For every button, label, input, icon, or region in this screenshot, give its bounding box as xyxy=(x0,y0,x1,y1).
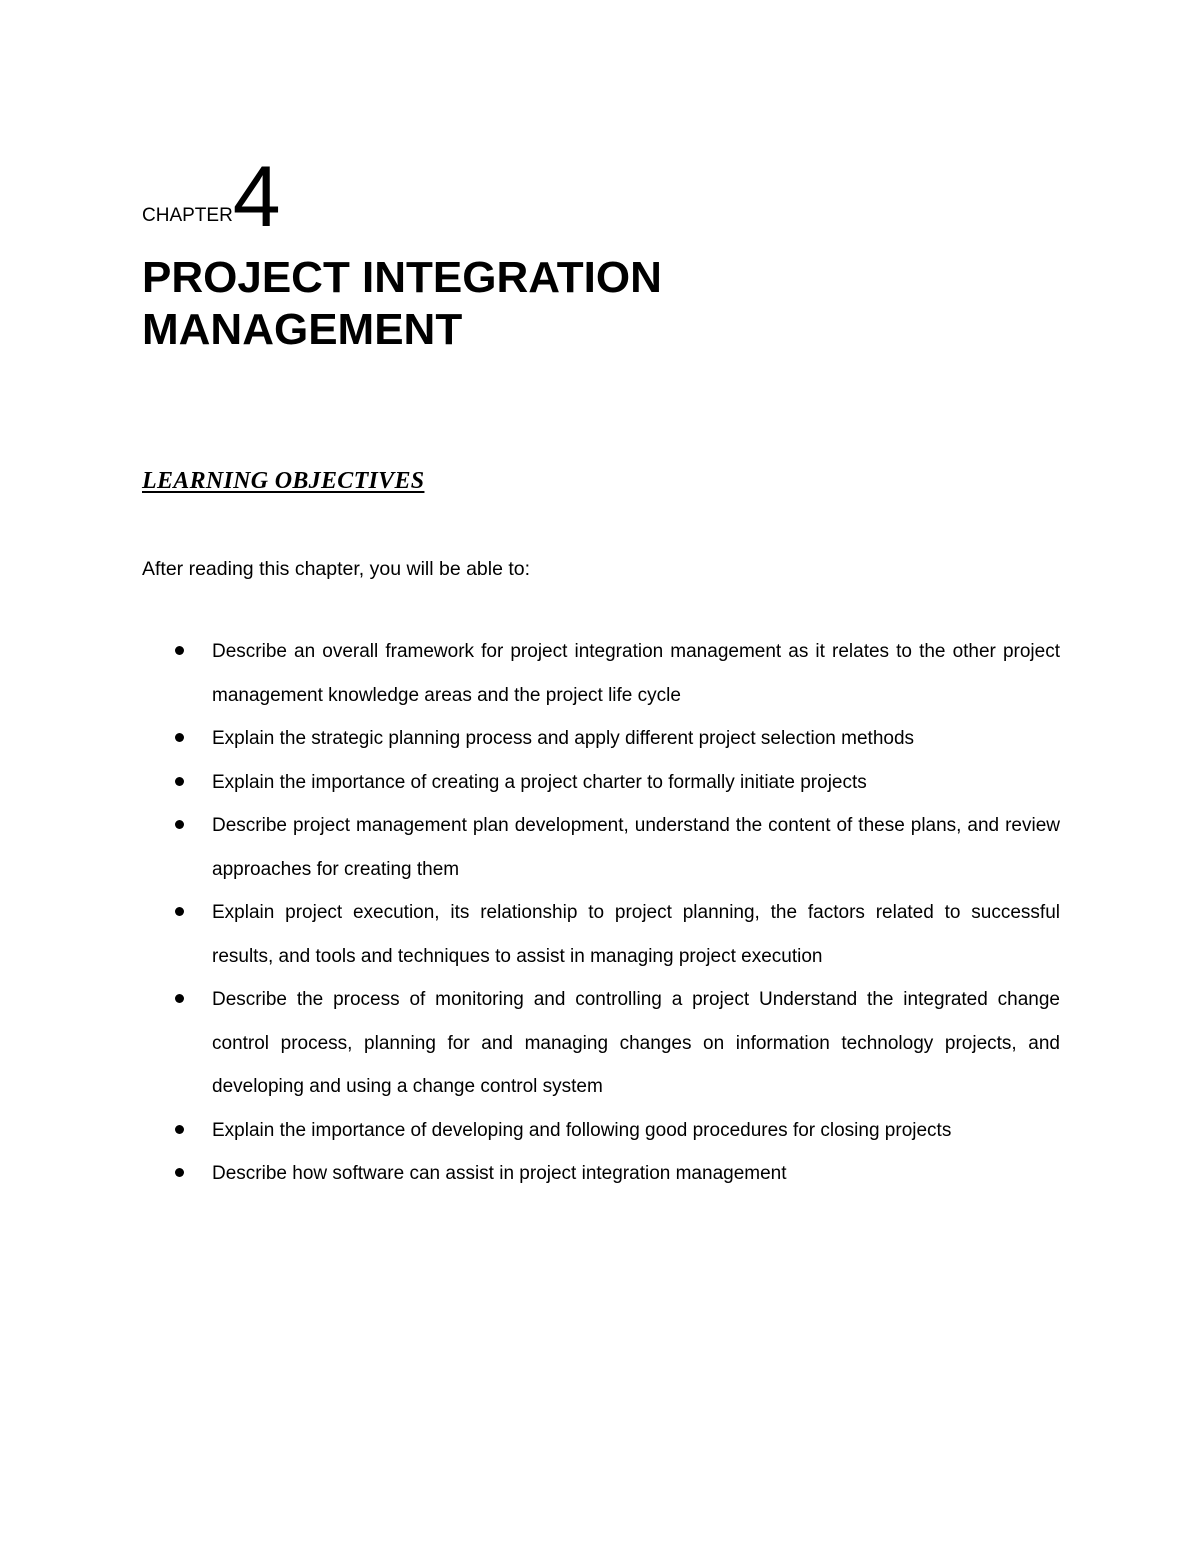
objective-text: Explain project execution, its relationship to project planning, the factors related to successful results, and tools and techniques to assist in managing project execution xyxy=(212,902,1060,967)
chapter-title-line-2: MANAGEMENT xyxy=(142,305,463,354)
objective-item xyxy=(142,978,1060,1109)
objective-item xyxy=(142,804,1060,891)
bullet-icon xyxy=(175,994,184,1003)
objectives-list xyxy=(142,630,1060,1196)
objective-item xyxy=(142,1109,1060,1153)
objective-text: Describe an overall framework for project integration management as it relates to the other project management knowledge areas and the project life cycle xyxy=(212,641,1060,706)
intro-text: After reading this chapter, you will be able to: xyxy=(142,558,531,580)
objective-text: Describe project management plan development, understand the content of these plans, and review approaches for creating them xyxy=(212,815,1060,880)
objective-item xyxy=(142,630,1060,717)
bullet-icon xyxy=(175,646,184,655)
bullet-icon xyxy=(175,733,184,742)
learning-objectives-heading: LEARNING OBJECTIVES xyxy=(142,468,425,494)
objective-text: Explain the importance of creating a project charter to formally initiate projects xyxy=(212,771,867,793)
chapter-title-line-1: PROJECT INTEGRATION xyxy=(142,253,662,302)
objective-text: Describe the process of monitoring and controlling a project Understand the integrated change control process, planning for and managing changes on information technology projects, and developing and using a change control system xyxy=(212,989,1060,1097)
bullet-icon xyxy=(175,907,184,916)
chapter-number: 4 xyxy=(232,149,281,245)
chapter-title xyxy=(142,252,1042,356)
objective-item xyxy=(142,761,1060,805)
bullet-icon xyxy=(175,1168,184,1177)
objective-text: Explain the strategic planning process and apply different project selection methods xyxy=(212,728,915,749)
objective-text: Describe how software can assist in project integration management xyxy=(212,1163,787,1184)
chapter-label xyxy=(142,149,281,245)
objective-item xyxy=(142,1152,1060,1196)
bullet-icon xyxy=(175,1125,184,1134)
objective-item xyxy=(142,891,1060,978)
chapter-word: CHAPTER xyxy=(142,205,233,226)
bullet-icon xyxy=(175,777,184,786)
bullet-icon xyxy=(175,820,184,829)
objective-text: Explain the importance of developing and following good procedures for closing projects xyxy=(212,1119,952,1141)
objective-item xyxy=(142,717,1060,761)
